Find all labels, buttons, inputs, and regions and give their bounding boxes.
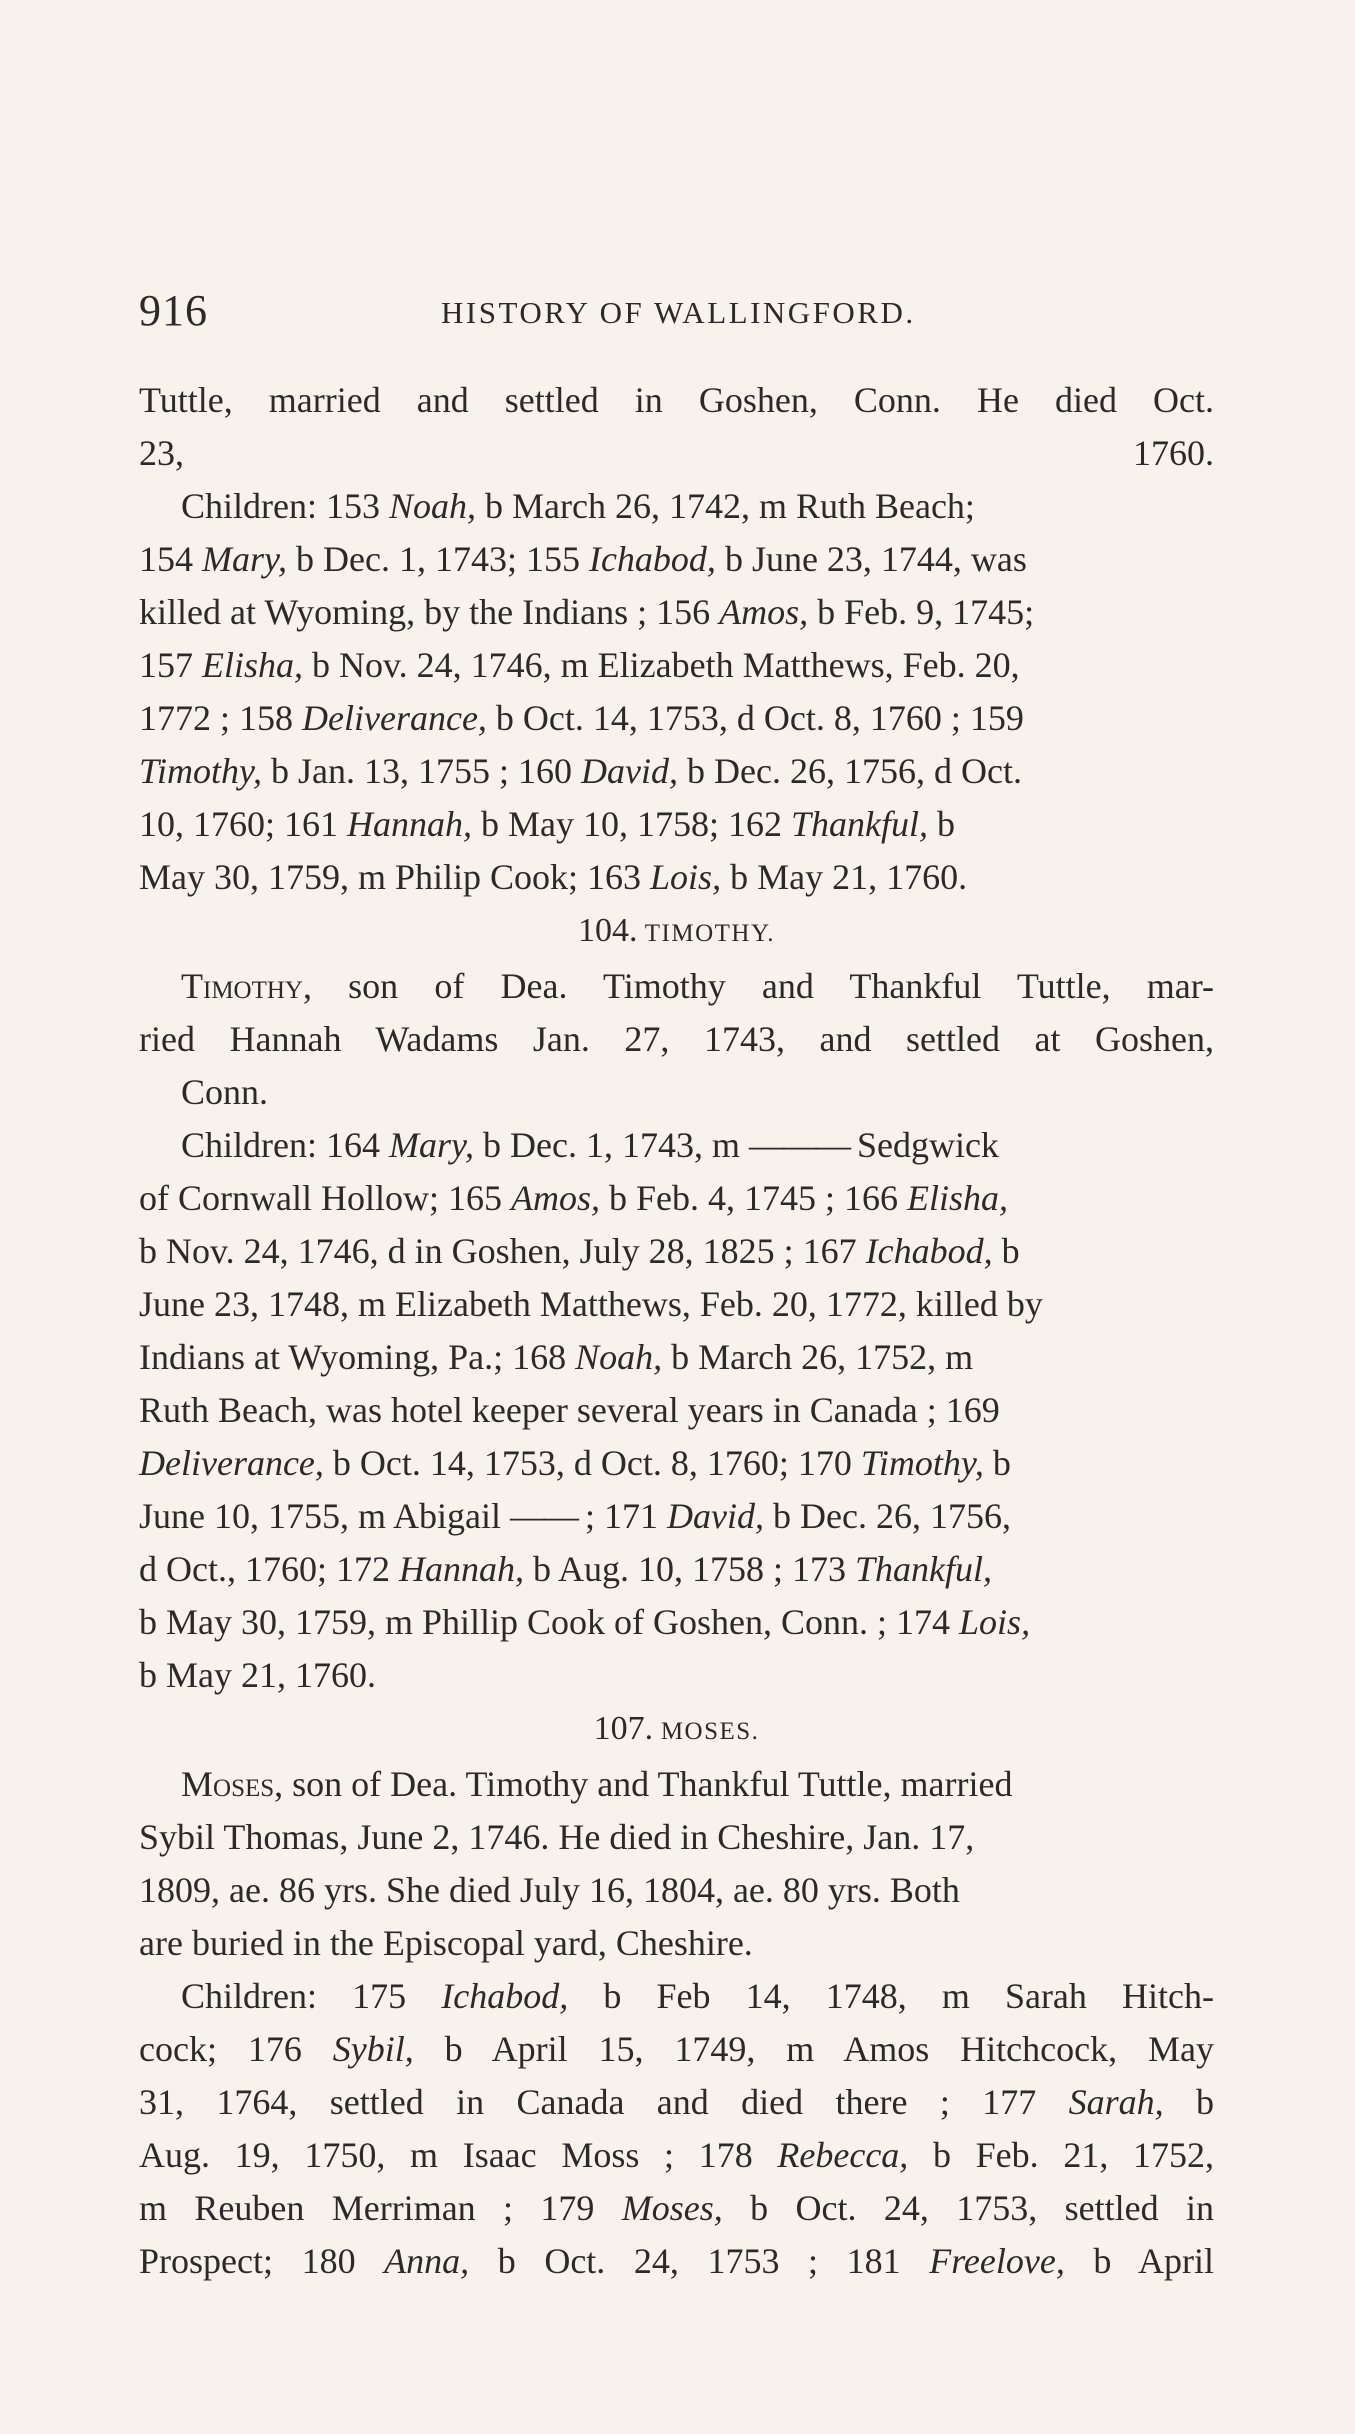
- child-name: Ichabod,: [588, 539, 716, 579]
- child-name: Mary,: [202, 539, 287, 579]
- child-name: Deliverance,: [139, 1443, 324, 1483]
- child-name: Noah,: [575, 1337, 663, 1377]
- child-name: Anna,: [384, 2241, 470, 2281]
- children-label: Children:: [181, 486, 317, 526]
- child-name: Mary,: [388, 1125, 474, 1165]
- child-name: Lois,: [650, 857, 722, 897]
- section-number: 104.: [577, 912, 638, 949]
- section-name: MOSES.: [660, 1718, 760, 1745]
- lead-name: Timothy: [181, 966, 303, 1006]
- child-name: Hannah,: [398, 1549, 524, 1589]
- section-107-paragraph: [139, 1758, 1214, 1970]
- children-lines: 164 Mary, b Dec. 1, 1743, m ——— Sedgwick of Cornwall Hollow; 165 Amos, b Feb. 4, 1745 ; 166 Elisha, b Nov. 24, 1746, d in Goshen, July 28, 1825 ; 167 Ichabod, b June 23, 1748, m Elizabeth Matthews, Feb. 20, 1772, killed by Indians at Wyoming, Pa.; 168 Noah, b March 26, 1752, m Ruth Beach, was hotel keeper several years in Canada ; 169 Deliverance, b Oct. 14, 1753, d Oct. 8, 1760; 170 Timothy, b June 10, 1755, m Abigail —— ; 171 David, b Dec. 26, 1756, d Oct., 1760; 172 Hannah, b Aug. 10, 1758 ; 173 Thankful, b May 30, 1759, m Phillip Cook of Goshen, Conn. ; 174 Lois, b May 21, 1760.: [139, 1125, 1043, 1695]
- intro-line: Tuttle, married and settled in Goshen, Conn. He died Oct.: [139, 380, 1214, 420]
- child-name: Amos,: [719, 592, 809, 632]
- intro-line: ried Hannah Wadams Jan. 27, 1743, and settled at Goshen,: [139, 1019, 1214, 1059]
- intro-line: Sybil Thomas, June 2, 1746. He died in Cheshire, Jan. 17,: [139, 1817, 975, 1857]
- child-name: Rebecca,: [777, 2135, 909, 2175]
- section-name: TIMOTHY.: [644, 920, 776, 947]
- child-name: Deliverance,: [302, 698, 487, 738]
- child-name: Ichabod,: [441, 1976, 569, 2016]
- child-name: Elisha,: [907, 1178, 1009, 1218]
- child-name: Noah,: [388, 486, 476, 526]
- intro-paragraph: [139, 374, 1214, 480]
- child-name: Amos,: [510, 1178, 600, 1218]
- section-heading-104: [139, 904, 1214, 960]
- section-heading-107: [139, 1702, 1214, 1758]
- section-107-children: [139, 1970, 1214, 2288]
- section-number: 107.: [593, 1710, 654, 1747]
- intro-line: , son of Dea. Timothy and Thankful Tuttle, mar-: [302, 966, 1214, 1006]
- children-paragraph: [139, 480, 1214, 904]
- child-name: Lois,: [959, 1602, 1031, 1642]
- name-dash: ——: [510, 1496, 576, 1536]
- child-name: David,: [581, 751, 679, 791]
- children-label: Children:: [181, 1125, 317, 1165]
- children-lines: 153 Noah, b March 26, 1742, m Ruth Beach; 154 Mary, b Dec. 1, 1743; 155 Ichabod, b June 23, 1744, was killed at Wyoming, by the Indians ; 156 Amos, b Feb. 9, 1745; 157 Elisha, b Nov. 24, 1746, m Elizabeth Matthews, Feb. 20, 1772 ; 158 Deliverance, b Oct. 14, 1753, d Oct. 8, 1760 ; 159 Timothy, b Jan. 13, 1755 ; 160 David, b Dec. 26, 1756, d Oct. 10, 1760; 161 Hannah, b May 10, 1758; 162 Thankful, b May 30, 1759, m Philip Cook; 163 Lois, b May 21, 1760.: [139, 486, 1035, 897]
- child-name: Elisha,: [202, 645, 304, 685]
- page-header: [139, 285, 1214, 341]
- child-name: Freelove,: [929, 2241, 1065, 2281]
- child-name: Hannah,: [347, 804, 473, 844]
- name-dash: ———: [748, 1125, 848, 1165]
- intro-line: are buried in the Episcopal yard, Cheshire.: [139, 1923, 753, 1963]
- child-name: Thankful,: [855, 1549, 993, 1589]
- children-lines: 175 Ichabod, b Feb 14, 1748, m Sarah Hitch- cock; 176 Sybil, b April 15, 1749, m Amos Hitchcock, May 31, 1764, settled in Canada and died there ; 177 Sarah, b Aug. 19, 1750, m Isaac Moss ; 178 Rebecca, b Feb. 21, 1752, m Reuben Merriman ; 179 Moses, b Oct. 24, 1753, settled in Prospect; 180 Anna, b Oct. 24, 1753 ; 181 Freelove, b April: [139, 1976, 1215, 2281]
- intro-line: 1809, ae. 86 yrs. She died July 16, 1804, ae. 80 yrs. Both: [139, 1870, 960, 1910]
- child-name: Timothy,: [860, 1443, 984, 1483]
- child-name: Sarah,: [1068, 2082, 1164, 2122]
- child-name: Sybil,: [332, 2029, 414, 2069]
- intro-line: 23, 1760.: [139, 433, 1214, 473]
- child-name: Timothy,: [139, 751, 263, 791]
- page-number: 916: [139, 286, 208, 335]
- child-name: David,: [667, 1496, 764, 1536]
- children-label: Children:: [181, 1976, 317, 2016]
- child-name: Thankful,: [791, 804, 929, 844]
- lead-name: Moses: [181, 1764, 275, 1804]
- intro-line: Conn.: [181, 1072, 269, 1112]
- child-name: Ichabod,: [865, 1231, 993, 1271]
- section-104-paragraph: [139, 960, 1214, 1119]
- intro-line: , son of Dea. Timothy and Thankful Tuttle, married: [274, 1764, 1013, 1804]
- section-104-children: [139, 1119, 1214, 1702]
- child-name: Moses,: [621, 2188, 723, 2228]
- running-title: HISTORY OF WALLINGFORD.: [441, 295, 916, 330]
- page-body: [139, 374, 1214, 2288]
